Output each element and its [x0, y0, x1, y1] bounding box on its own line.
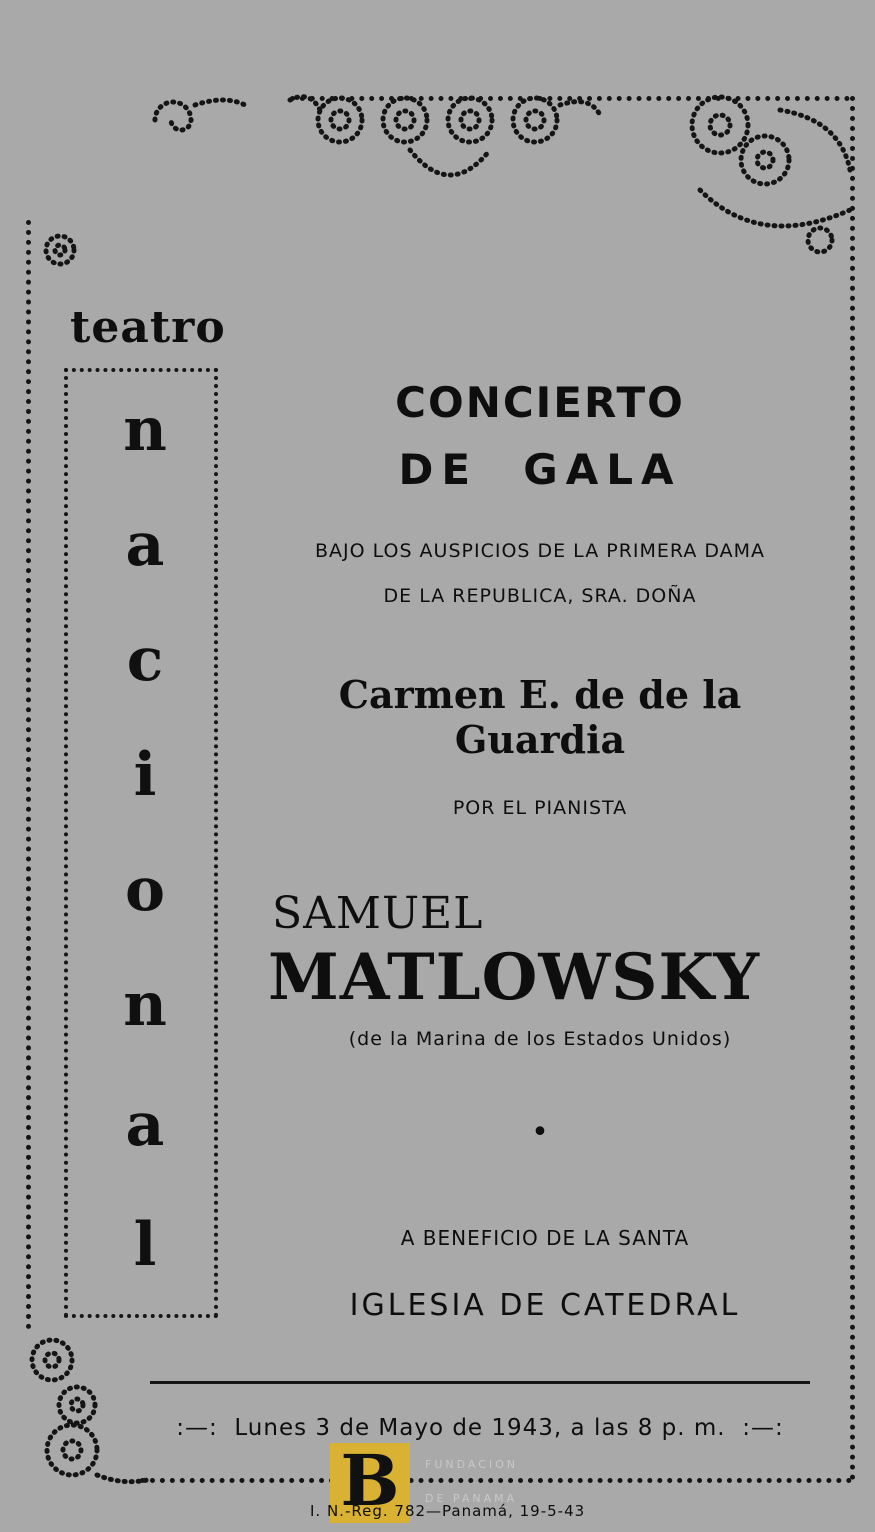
- side-banner-top-word: teatro: [70, 302, 226, 353]
- by-pianist-label: POR EL PIANISTA: [452, 797, 628, 819]
- pianist-first-name: SAMUEL: [272, 888, 484, 939]
- date-line: :—: Lunes 3 de Mayo de 1943, a las 8 p. m. :—:: [176, 1415, 784, 1441]
- ornament-top-left-icon: [135, 85, 255, 155]
- benefit-line2: IGLESIA DE CATEDRAL: [349, 1288, 741, 1323]
- footer-registration: I. N.-Reg. 782—Panamá, 19-5-43: [310, 1502, 586, 1520]
- side-letter-5: o: [124, 855, 166, 925]
- pianist-note: (de la Marina de los Estados Unidos): [348, 1028, 732, 1050]
- bottom-border: [140, 1478, 852, 1483]
- bullet-divider: •: [531, 1115, 549, 1150]
- ornament-bottom-left-icon: [22, 1325, 152, 1495]
- patron-name: Carmen E. de de la Guardia: [338, 672, 742, 762]
- side-letter-4: i: [133, 740, 157, 810]
- watermark-logo-letter: B: [340, 1439, 400, 1522]
- ornament-top-center-icon: [280, 80, 610, 210]
- date-rule: [150, 1381, 810, 1384]
- pianist-last-name: MATLOWSKY: [268, 940, 761, 1015]
- right-border: [850, 96, 855, 1481]
- ornament-left-top-icon: [22, 215, 82, 285]
- left-border: [26, 220, 31, 1330]
- watermark-line1: FUNDACION: [425, 1458, 519, 1471]
- side-letter-7: a: [125, 1090, 165, 1160]
- side-letter-6: n: [123, 970, 167, 1040]
- concert-title-line2: DE GALA: [398, 445, 682, 494]
- side-letter-3: c: [126, 625, 164, 695]
- side-letter-1: n: [123, 395, 167, 465]
- side-letter-2: a: [125, 510, 165, 580]
- side-letter-8: l: [133, 1210, 157, 1280]
- auspices-line2: DE LA REPUBLICA, SRA. DOÑA: [383, 585, 697, 607]
- concert-title-line1: CONCIERTO: [395, 378, 685, 427]
- watermark-line2: DE PANAMA: [425, 1492, 518, 1505]
- auspices-line1: BAJO LOS AUSPICIOS DE LA PRIMERA DAMA: [314, 540, 766, 562]
- benefit-line1: A BENEFICIO DE LA SANTA: [400, 1226, 690, 1250]
- ornament-top-right-icon: [680, 80, 860, 270]
